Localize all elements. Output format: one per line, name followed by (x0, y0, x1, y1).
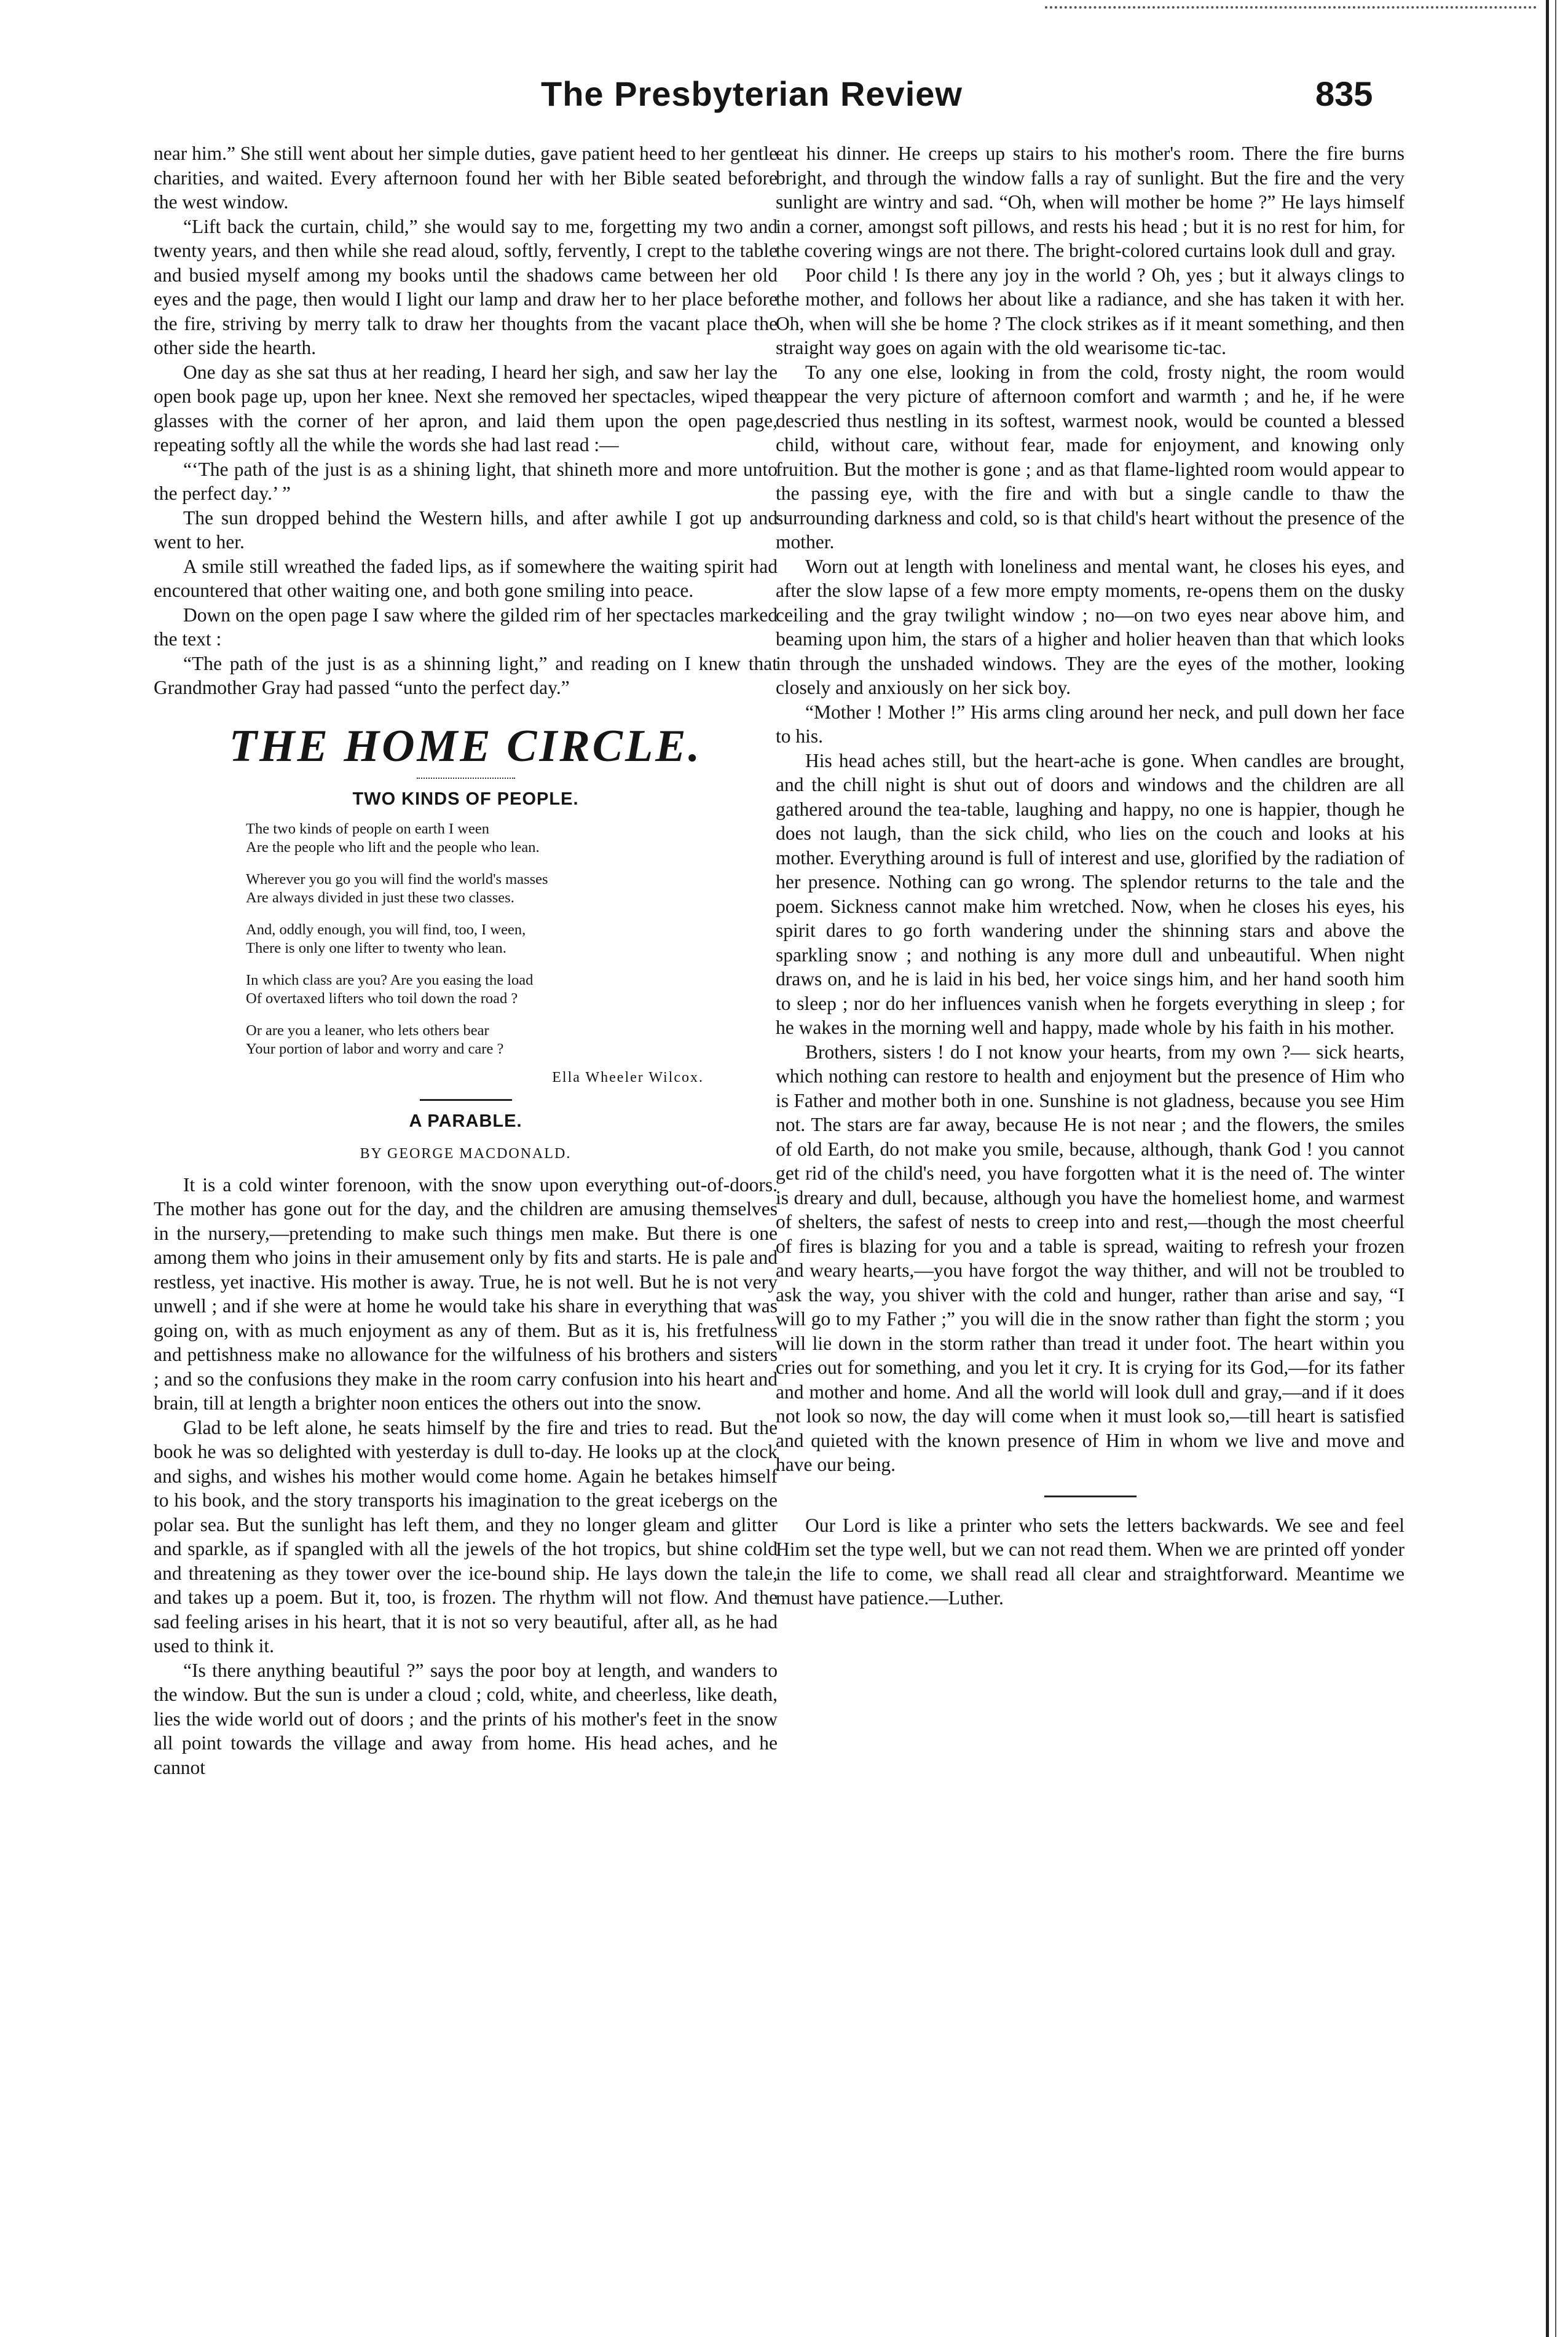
story-paragraph: A smile still wreathed the faded lips, as if somewhere the waiting spirit had encountered that other waiting one, and both gone smiling into peace. (154, 555, 778, 601)
parable-paragraph: “Mother ! Mother !” His arms cling around her neck, and pull down her face to his. (776, 701, 1405, 747)
poem-line: In which class are you? Are you easing the load (246, 972, 534, 988)
story-paragraph: “Lift back the curtain, child,” she would say to me, forgetting my two and twenty years, and then while she read aloud, softly, fervently, I crept to the table and busied myself among my books until the shadows came between her old eyes and the page, then would I light our lamp and draw her to her place before the fire, striving by merry talk to draw her thoughts from the vacant place the other side the hearth. (154, 215, 778, 358)
poem (246, 820, 778, 1058)
article-divider (420, 1099, 512, 1101)
left-column (154, 141, 778, 1779)
story-paragraph: near him.” She still went about her simple duties, gave patient heed to her gentle charities, and waited. Every afternoon found her with her Bible seated before the west window. (154, 143, 778, 213)
poem-stanza (246, 820, 778, 857)
right-column (776, 141, 1405, 1610)
poem-line: Or are you a leaner, who lets others bear (246, 1022, 489, 1039)
parable-title: A PARABLE. (409, 1111, 522, 1131)
story-quote: “‘The path of the just is as a shining light, that shineth more and more unto the perfect day.’ ” (154, 458, 778, 504)
page-number: 835 (1315, 74, 1373, 113)
binding-edge-rule (1546, 0, 1549, 2337)
page-header (0, 74, 1568, 129)
top-edge-specks (1045, 6, 1537, 14)
parable-paragraph: Brothers, sisters ! do I not know your hearts, from my own ?— sick hearts, which nothing can restore to health and enjoyment but the presence of Him who is Father and mother both in one. Sunshine is not gladness, because you see Him not. The stars are far away, because He is not near ; and the flowers, the smiles of old Earth, do not make you smile, because, although, thank God ! you cannot get rid of the child's need, you have forgotten what it is the need of. The winter is dreary and dull, because, although you have the homeliest home, and warmest of shelters, the safest of nests to creep into and rest,—though the most cheerful of fires is blazing for you and a table is spread, waiting to refresh your frozen and weary hearts,—you have forgot the way thither, and will not be troubled to ask the way, you shiver with the cold and hunger, rather than arise and say, “I will go to my Father ;” you will die in the snow rather than fight the storm ; you will lie down in the storm rather than tread it under foot. The heart within you cries out for something, and you let it cry. It is crying for its God,—for its father and mother and home. And all the world will look dull and gray,—and if it does not look so now, the day will come when it must look so,—till heart is satisfied and quieted with the known presence of Him in whom we live and move and have our being. (776, 1041, 1405, 1475)
poem-stanza (246, 921, 778, 958)
poem-title: TWO KINDS OF PEOPLE. (352, 789, 579, 809)
parable-paragraph: eat his dinner. He creeps up stairs to his mother's room. There the fire burns bright, and through the window falls a ray of sunlight. But the fire and the very sunlight are wintry and sad. “Oh, when will mother be home ?” He lays himself in a corner, amongst soft pillows, and rests his head ; but it is no rest for him, for the covering wings are not there. The bright-colored curtains look dull and gray. (776, 143, 1405, 261)
parable-paragraph: To any one else, looking in from the cold, frosty night, the room would appear the very picture of afternoon comfort and warmth ; and he, if he were descried thus nestling in its softest, warmest nook, would be counted a blessed child, without care, without fear, made for enjoyment, and knowing only fruition. But the mother is gone ; and as that flame-lighted room would appear to the passing eye, with the fire and with but a single candle to thaw the surrounding darkness and cold, so is that child's heart without the presence of the mother. (776, 361, 1405, 553)
closing-quote: Our Lord is like a printer who sets the letters backwards. We see and feel Him set the type well, but we can not read them. When we are printed off yonder in the life to come, we shall read all clear and straightforward. Meantime we must have patience.—Luther. (776, 1514, 1405, 1609)
parable-paragraph: “Is there anything beautiful ?” says the poor boy at length, and wanders to the window. But the sun is under a cloud ; cold, white, and cheerless, like death, lies the wide world out of doors ; and the prints of his mother's feet in the snow all point towards the village and away from home. His head aches, and he cannot (154, 1659, 778, 1778)
poem-stanza (246, 870, 778, 907)
poem-author: Ella Wheeler Wilcox. (552, 1070, 704, 1086)
poem-line: Of overtaxed lifters who toil down the road ? (246, 990, 518, 1007)
poem-line: Wherever you go you will find the world's masses (246, 871, 548, 888)
parable-paragraph: His head aches still, but the heart-ache is gone. When candles are brought, and the chill night is shut out of doors and windows and the children are all gathered around the tea-table, laughing and happy, no one is happier, though he does not laugh, than the sick child, who lies on the couch and looks at his mother. Everything around is full of interest and use, glorified by the radiation of her presence. Nothing can go wrong. The splendor returns to the tale and the poem. Sickness cannot make him wretched. Now, when he closes his eyes, his spirit dares to go forth wandering under the shinning stars and above the sparkling snow ; and nothing is any more dull and unbeautiful. When night draws on, and he is laid in his bed, her voice sings him, and her hand sooth him to sleep ; nor do her influences vanish when he forgets everything in sleep ; for he wakes in the morning well and happy, made whole by his faith in his mother. (776, 749, 1405, 1038)
poem-line: Your portion of labor and worry and care ? (246, 1041, 504, 1057)
binding-edge-rule-inner (1555, 0, 1556, 2337)
story-paragraph: “The path of the just is as a shinning light,” and reading on I knew that Grandmother Gray had passed “unto the perfect day.” (154, 652, 778, 698)
poem-line: There is only one lifter to twenty who lean. (246, 940, 506, 956)
section-title: THE HOME CIRCLE. (229, 720, 703, 771)
running-title: The Presbyterian Review (541, 74, 963, 113)
article-divider (1044, 1496, 1137, 1497)
poem-line: And, oddly enough, you will find, too, I ween, (246, 921, 526, 938)
poem-line: Are always divided in just these two classes. (246, 889, 514, 906)
poem-line: Are the people who lift and the people who lean. (246, 839, 540, 856)
poem-stanza (246, 971, 778, 1008)
section-divider (417, 778, 515, 779)
parable-byline: BY GEORGE MACDONALD. (360, 1146, 572, 1162)
poem-stanza (246, 1022, 778, 1058)
parable-paragraph: Worn out at length with loneliness and mental want, he closes his eyes, and after the slow lapse of a few more empty moments, re-opens them on the dusky ceiling and the gray twilight window ; no—on two eyes near above him, and beaming upon him, the stars of a higher and holier heaven than that which looks in through the unshaded windows. They are the eyes of the mother, looking closely and anxiously on her sick boy. (776, 555, 1405, 698)
parable-paragraph: Poor child ! Is there any joy in the world ? Oh, yes ; but it always clings to the mother, and follows her about like a radiance, and she has taken it with her. Oh, when will she be home ? The clock strikes as if it meant something, and then straight way goes on again with the old wearisome tic-tac. (776, 264, 1405, 358)
poem-line: The two kinds of people on earth I ween (246, 821, 489, 837)
parable-paragraph: Glad to be left alone, he seats himself by the fire and tries to read. But the book he was so delighted with yesterday is dull to-day. He looks up at the clock and sighs, and wishes his mother would come home. Again he betakes himself to his book, and the story transports his imagination to the great icebergs on the polar sea. But the sunlight has left them, and they no longer gleam and glitter and sparkle, as if spangled with all the jewels of the hot tropics, but shine cold and threatening as they tower over the ice-bound ship. He lays down the tale, and takes up a poem. But it, too, is frozen. The rhythm will not flow. And the sad feeling arises in his heart, that it is not so very beautiful, after all, as he had used to think it. (154, 1416, 778, 1657)
story-paragraph: Down on the open page I saw where the gilded rim of her spectacles marked the text : (154, 604, 778, 650)
story-paragraph: The sun dropped behind the Western hills, and after awhile I got up and went to her. (154, 506, 778, 553)
parable-paragraph: It is a cold winter forenoon, with the snow upon everything out-of-doors. The mother has gone out for the day, and the children are amusing themselves in the nursery,—pretending to make such things men make. But there is one among them who joins in their amusement only by fits and starts. He is pale and restless, yet inactive. His mother is away. True, he is not well. But he is not very unwell ; and if she were at home he would take his share in everything that was going on, with as much enjoyment as any of them. But as it is, his fretfulness and pettishness make no allowance for the wilfulness of his brothers and sisters ; and so the confusions they make in the room carry confusion into his heart and brain, till at length a brighter noon entices the others out into the snow. (154, 1173, 778, 1414)
story-paragraph: One day as she sat thus at her reading, I heard her sigh, and saw her lay the open book page up, upon her knee. Next she removed her spectacles, wiped the glasses with the corner of her apron, and laid them upon the open page, repeating softly all the while the words she had last read :— (154, 361, 778, 455)
